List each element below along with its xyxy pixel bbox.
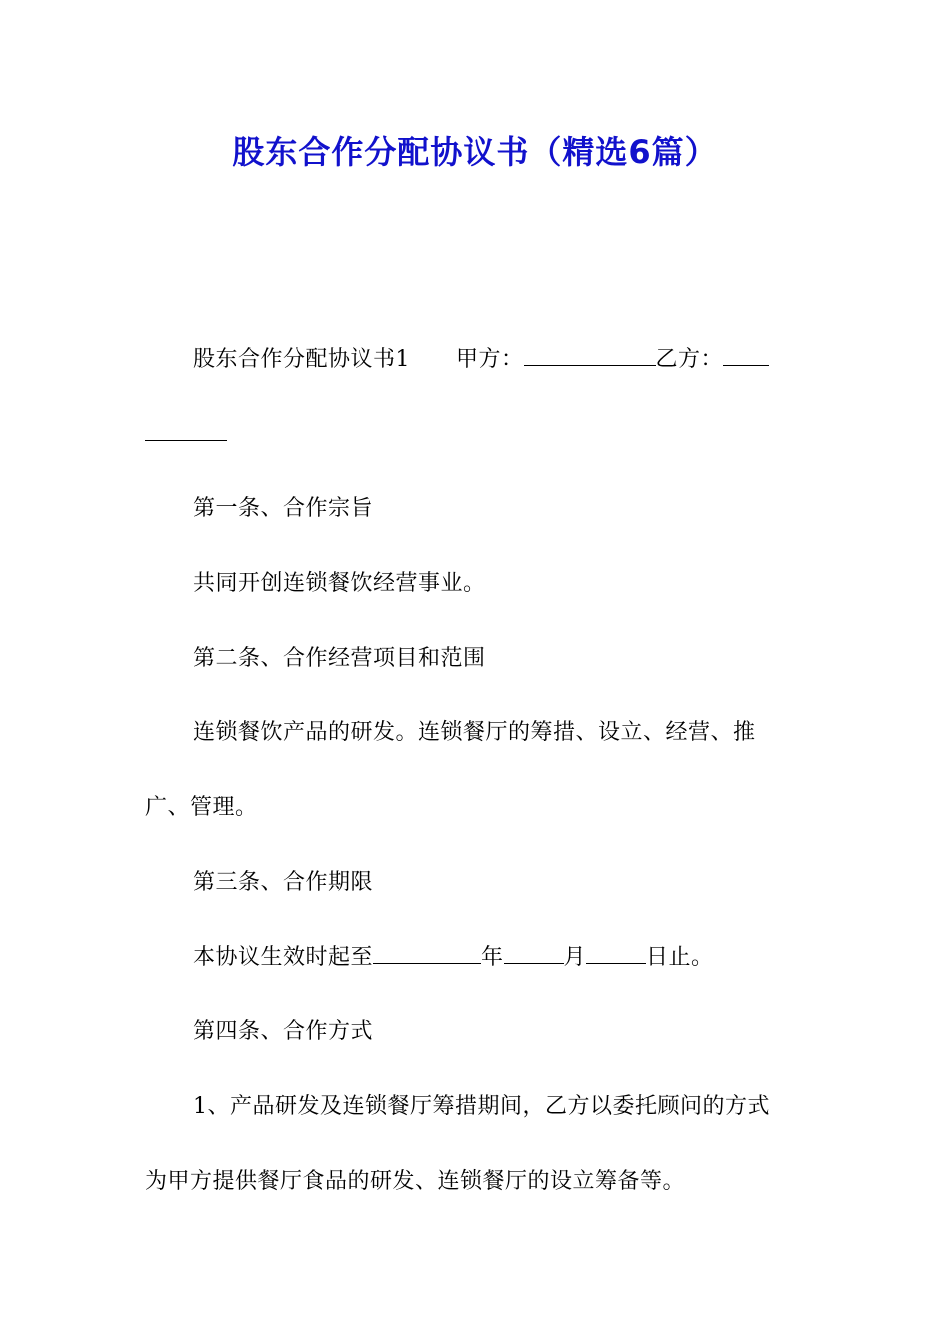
article-4-item-1-line-1: 1、产品研发及连锁餐厅筹措期间，乙方以委托顾问的方式 <box>193 1094 770 1119</box>
party-b-label: 乙方： <box>655 347 724 372</box>
article-2-body-line-1: 连锁餐饮产品的研发。连锁餐厅的筹措、设立、经营、推 <box>193 720 756 745</box>
day-end-text: 日止。 <box>646 945 714 970</box>
year-blank <box>373 943 481 964</box>
article-4-heading: 第四条、合作方式 <box>193 1019 374 1044</box>
month-blank <box>504 943 564 964</box>
article-1-heading: 第一条、合作宗旨 <box>193 496 374 521</box>
month-label: 月 <box>563 945 587 970</box>
parties-line <box>193 345 833 375</box>
document-title: 股东合作分配协议书（精选6篇） <box>232 133 718 171</box>
party-a-blank <box>524 345 656 366</box>
article-2-body-line-2: 广、管理。 <box>145 795 258 820</box>
party-b-blank <box>723 345 769 366</box>
day-blank <box>586 943 646 964</box>
term-start-text: 本协议生效时起至 <box>193 945 374 970</box>
party-b-blank-tail <box>145 420 227 441</box>
party-b-blank-continuation <box>145 420 825 450</box>
agreement-heading: 股东合作分配协议书1 <box>193 347 410 372</box>
article-1-body: 共同开创连锁餐饮经营事业。 <box>193 571 486 596</box>
article-3-body <box>193 943 833 973</box>
article-3-heading: 第三条、合作期限 <box>193 870 374 895</box>
article-4-item-1-line-2: 为甲方提供餐厅食品的研发、连锁餐厅的设立筹备等。 <box>145 1169 686 1194</box>
article-2-heading: 第二条、合作经营项目和范围 <box>193 646 486 671</box>
party-a-label: 甲方： <box>456 347 524 372</box>
year-label: 年 <box>481 945 504 970</box>
